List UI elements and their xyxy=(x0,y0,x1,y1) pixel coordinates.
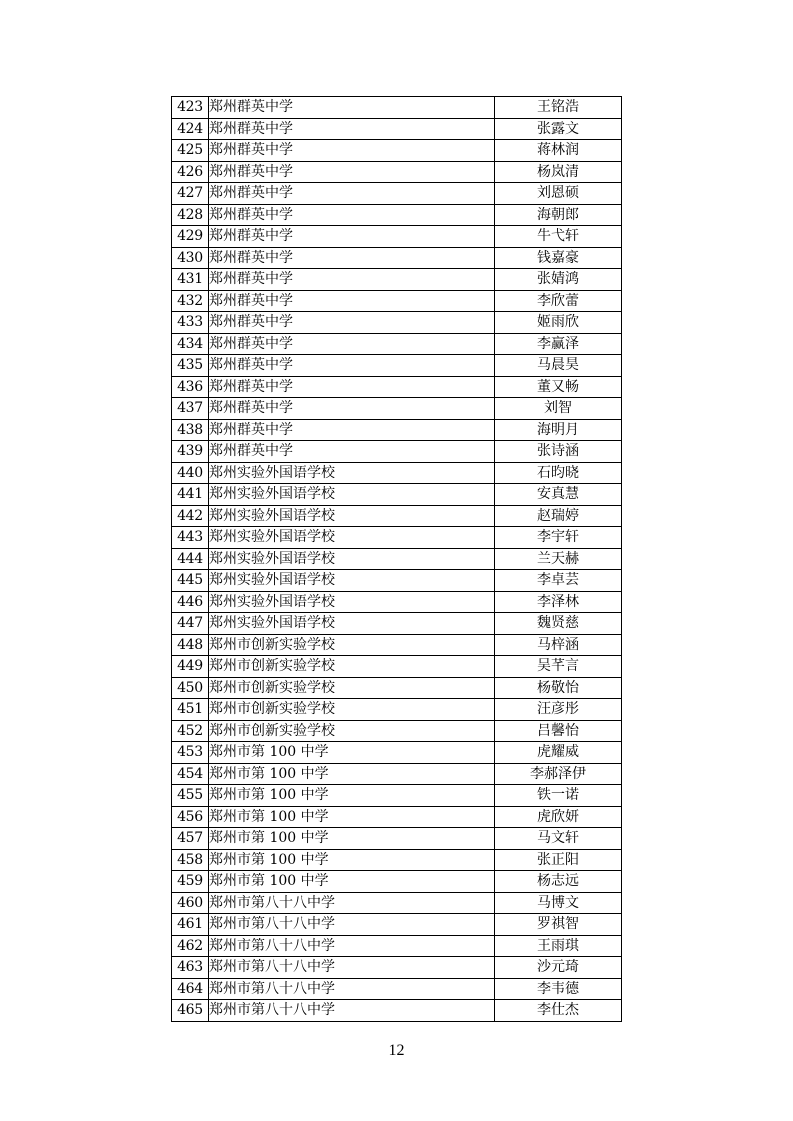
school-name: 郑州市创新实验学校 xyxy=(209,677,495,699)
student-name: 张婧鸿 xyxy=(495,269,622,291)
table-row xyxy=(172,376,622,398)
student-name: 海明月 xyxy=(495,419,622,441)
table-row xyxy=(172,527,622,549)
row-number: 465 xyxy=(172,1000,209,1022)
student-name: 李韦德 xyxy=(495,978,622,1000)
table-row xyxy=(172,656,622,678)
student-name: 沙元琦 xyxy=(495,957,622,979)
table-row xyxy=(172,634,622,656)
student-name: 马博文 xyxy=(495,892,622,914)
row-number: 423 xyxy=(172,97,209,119)
student-name: 姬雨欣 xyxy=(495,312,622,334)
student-roster-table xyxy=(171,96,622,1022)
student-name: 李泽林 xyxy=(495,591,622,613)
school-name: 郑州市第八十八中学 xyxy=(209,892,495,914)
row-number: 432 xyxy=(172,290,209,312)
school-name: 郑州群英中学 xyxy=(209,419,495,441)
table-row xyxy=(172,914,622,936)
row-number: 464 xyxy=(172,978,209,1000)
table-row xyxy=(172,763,622,785)
row-number: 449 xyxy=(172,656,209,678)
table-row xyxy=(172,871,622,893)
student-name: 海朝郎 xyxy=(495,204,622,226)
school-name: 郑州市第 100 中学 xyxy=(209,849,495,871)
table-row xyxy=(172,806,622,828)
school-name: 郑州市第 100 中学 xyxy=(209,742,495,764)
row-number: 459 xyxy=(172,871,209,893)
school-name: 郑州市第八十八中学 xyxy=(209,914,495,936)
table-row xyxy=(172,591,622,613)
school-name: 郑州群英中学 xyxy=(209,269,495,291)
school-name: 郑州群英中学 xyxy=(209,290,495,312)
school-name: 郑州实验外国语学校 xyxy=(209,484,495,506)
school-name: 郑州市创新实验学校 xyxy=(209,656,495,678)
student-name: 汪彦彤 xyxy=(495,699,622,721)
school-name: 郑州市第 100 中学 xyxy=(209,828,495,850)
student-name: 李宇轩 xyxy=(495,527,622,549)
table-row xyxy=(172,97,622,119)
row-number: 429 xyxy=(172,226,209,248)
school-name: 郑州实验外国语学校 xyxy=(209,570,495,592)
school-name: 郑州市第八十八中学 xyxy=(209,1000,495,1022)
school-name: 郑州群英中学 xyxy=(209,140,495,162)
table-row xyxy=(172,290,622,312)
row-number: 427 xyxy=(172,183,209,205)
student-name: 王雨琪 xyxy=(495,935,622,957)
table-row xyxy=(172,677,622,699)
school-name: 郑州群英中学 xyxy=(209,226,495,248)
student-name: 蒋林润 xyxy=(495,140,622,162)
table-row xyxy=(172,570,622,592)
row-number: 434 xyxy=(172,333,209,355)
row-number: 436 xyxy=(172,376,209,398)
row-number: 453 xyxy=(172,742,209,764)
table-row xyxy=(172,484,622,506)
student-name: 石昀晓 xyxy=(495,462,622,484)
student-name: 杨岚清 xyxy=(495,161,622,183)
row-number: 461 xyxy=(172,914,209,936)
table-row xyxy=(172,183,622,205)
row-number: 456 xyxy=(172,806,209,828)
school-name: 郑州群英中学 xyxy=(209,333,495,355)
student-name: 刘智 xyxy=(495,398,622,420)
school-name: 郑州群英中学 xyxy=(209,204,495,226)
school-name: 郑州市第 100 中学 xyxy=(209,763,495,785)
table-row xyxy=(172,957,622,979)
student-name: 张正阳 xyxy=(495,849,622,871)
table-row xyxy=(172,1000,622,1022)
school-name: 郑州群英中学 xyxy=(209,247,495,269)
school-name: 郑州市创新实验学校 xyxy=(209,720,495,742)
school-name: 郑州群英中学 xyxy=(209,376,495,398)
school-name: 郑州市第八十八中学 xyxy=(209,978,495,1000)
row-number: 460 xyxy=(172,892,209,914)
school-name: 郑州实验外国语学校 xyxy=(209,462,495,484)
row-number: 428 xyxy=(172,204,209,226)
table-row xyxy=(172,419,622,441)
table-row xyxy=(172,161,622,183)
table-row xyxy=(172,742,622,764)
school-name: 郑州市创新实验学校 xyxy=(209,699,495,721)
student-name: 铁一诺 xyxy=(495,785,622,807)
table-row xyxy=(172,892,622,914)
row-number: 451 xyxy=(172,699,209,721)
school-name: 郑州群英中学 xyxy=(209,97,495,119)
school-name: 郑州群英中学 xyxy=(209,355,495,377)
school-name: 郑州实验外国语学校 xyxy=(209,548,495,570)
row-number: 446 xyxy=(172,591,209,613)
student-name: 兰天赫 xyxy=(495,548,622,570)
row-number: 450 xyxy=(172,677,209,699)
school-name: 郑州群英中学 xyxy=(209,118,495,140)
student-name: 赵瑞婷 xyxy=(495,505,622,527)
row-number: 426 xyxy=(172,161,209,183)
table-row xyxy=(172,333,622,355)
student-name: 吴芊言 xyxy=(495,656,622,678)
school-name: 郑州群英中学 xyxy=(209,183,495,205)
student-name: 安真慧 xyxy=(495,484,622,506)
student-name: 虎欣妍 xyxy=(495,806,622,828)
row-number: 431 xyxy=(172,269,209,291)
table-row xyxy=(172,269,622,291)
student-name: 张诗涵 xyxy=(495,441,622,463)
school-name: 郑州群英中学 xyxy=(209,161,495,183)
table-row xyxy=(172,226,622,248)
student-name: 牛弋轩 xyxy=(495,226,622,248)
student-name: 钱嘉豪 xyxy=(495,247,622,269)
student-name: 王铭浩 xyxy=(495,97,622,119)
school-name: 郑州实验外国语学校 xyxy=(209,591,495,613)
table-row xyxy=(172,720,622,742)
row-number: 444 xyxy=(172,548,209,570)
student-name: 刘恩硕 xyxy=(495,183,622,205)
table-row xyxy=(172,462,622,484)
student-name: 杨志远 xyxy=(495,871,622,893)
school-name: 郑州群英中学 xyxy=(209,398,495,420)
table-row xyxy=(172,247,622,269)
row-number: 455 xyxy=(172,785,209,807)
row-number: 441 xyxy=(172,484,209,506)
page-number: 12 xyxy=(388,1042,405,1059)
table-row xyxy=(172,140,622,162)
row-number: 457 xyxy=(172,828,209,850)
row-number: 439 xyxy=(172,441,209,463)
table-row xyxy=(172,613,622,635)
table-row xyxy=(172,785,622,807)
row-number: 438 xyxy=(172,419,209,441)
student-name: 李卓芸 xyxy=(495,570,622,592)
roster-body xyxy=(172,97,622,1022)
table-row xyxy=(172,505,622,527)
row-number: 442 xyxy=(172,505,209,527)
row-number: 452 xyxy=(172,720,209,742)
row-number: 448 xyxy=(172,634,209,656)
row-number: 463 xyxy=(172,957,209,979)
school-name: 郑州市第 100 中学 xyxy=(209,785,495,807)
row-number: 458 xyxy=(172,849,209,871)
school-name: 郑州市第 100 中学 xyxy=(209,871,495,893)
student-name: 杨敬怡 xyxy=(495,677,622,699)
table-row xyxy=(172,312,622,334)
school-name: 郑州群英中学 xyxy=(209,441,495,463)
student-name: 董又畅 xyxy=(495,376,622,398)
student-name: 李仕杰 xyxy=(495,1000,622,1022)
table-row xyxy=(172,355,622,377)
student-name: 马晨昊 xyxy=(495,355,622,377)
row-number: 440 xyxy=(172,462,209,484)
school-name: 郑州市第八十八中学 xyxy=(209,935,495,957)
table-row xyxy=(172,935,622,957)
school-name: 郑州群英中学 xyxy=(209,312,495,334)
student-name: 李赢泽 xyxy=(495,333,622,355)
student-name: 李郝泽伊 xyxy=(495,763,622,785)
table-row xyxy=(172,978,622,1000)
school-name: 郑州市第八十八中学 xyxy=(209,957,495,979)
row-number: 435 xyxy=(172,355,209,377)
school-name: 郑州实验外国语学校 xyxy=(209,613,495,635)
student-name: 马梓涵 xyxy=(495,634,622,656)
row-number: 454 xyxy=(172,763,209,785)
row-number: 462 xyxy=(172,935,209,957)
row-number: 437 xyxy=(172,398,209,420)
student-name: 李欣蕾 xyxy=(495,290,622,312)
school-name: 郑州市第 100 中学 xyxy=(209,806,495,828)
row-number: 425 xyxy=(172,140,209,162)
school-name: 郑州实验外国语学校 xyxy=(209,505,495,527)
row-number: 430 xyxy=(172,247,209,269)
table-row xyxy=(172,849,622,871)
table-row xyxy=(172,118,622,140)
table-row xyxy=(172,441,622,463)
row-number: 424 xyxy=(172,118,209,140)
table-row xyxy=(172,828,622,850)
student-name: 马文轩 xyxy=(495,828,622,850)
row-number: 445 xyxy=(172,570,209,592)
row-number: 443 xyxy=(172,527,209,549)
row-number: 447 xyxy=(172,613,209,635)
table-row xyxy=(172,204,622,226)
table-row xyxy=(172,699,622,721)
student-name: 张露文 xyxy=(495,118,622,140)
student-name: 吕馨怡 xyxy=(495,720,622,742)
student-name: 罗祺智 xyxy=(495,914,622,936)
student-name: 虎耀威 xyxy=(495,742,622,764)
school-name: 郑州市创新实验学校 xyxy=(209,634,495,656)
school-name: 郑州实验外国语学校 xyxy=(209,527,495,549)
row-number: 433 xyxy=(172,312,209,334)
table-row xyxy=(172,548,622,570)
student-name: 魏贤慈 xyxy=(495,613,622,635)
table-row xyxy=(172,398,622,420)
